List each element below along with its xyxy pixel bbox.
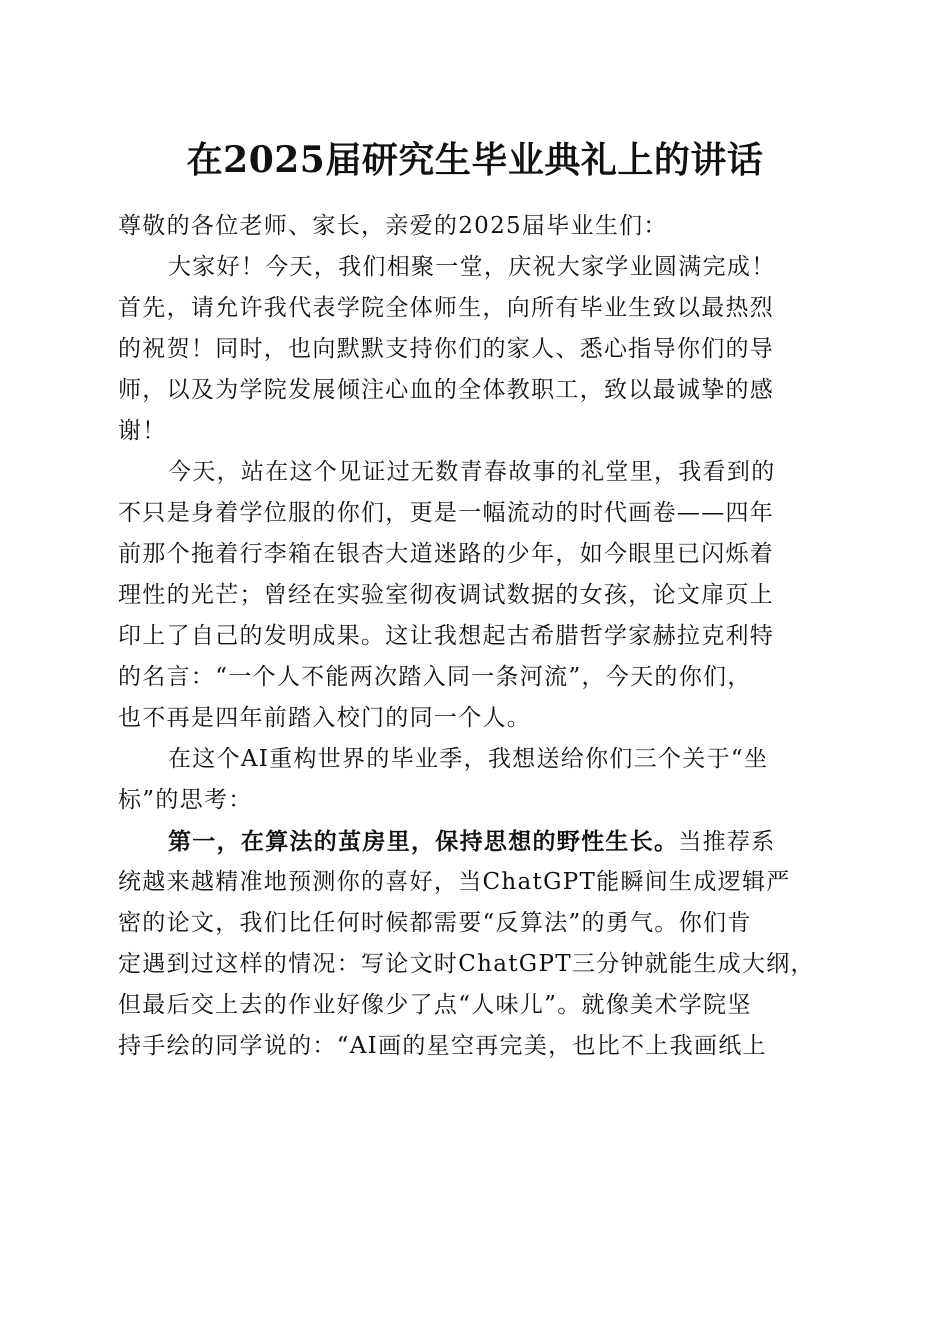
text-line: 定遇到过这样的情况：写论文时ChatGPT三分钟就能生成大纲， — [118, 951, 815, 977]
text-line: 前那个拖着行李箱在银杏大道迷路的少年，如今眼里已闪烁着 — [118, 541, 775, 567]
text-line: 理性的光芒；曾经在实验室彻夜调试数据的女孩，论文扉页上 — [118, 582, 775, 608]
text-line: 首先，请允许我代表学院全体师生，向所有毕业生致以最热烈 — [118, 295, 775, 321]
page-title: 在2025届研究生毕业典礼上的讲话 — [186, 139, 764, 181]
text-line: 今天，站在这个见证过无数青春故事的礼堂里，我看到的 — [168, 459, 776, 485]
document-body — [118, 206, 832, 1067]
text-line: 但最后交上去的作业好像少了点“人味儿”。就像美术学院坚 — [118, 992, 752, 1018]
text-line: 持手绘的同学说的：“AI画的星空再完美，也比不上我画纸上 — [118, 1033, 767, 1059]
paragraph-coordinates-intro — [118, 739, 832, 821]
paragraph-reflection — [118, 452, 832, 739]
text-line: 印上了自己的发明成果。这让我想起古希腊哲学家赫拉克利特 — [118, 623, 775, 649]
paragraph-first-point — [118, 821, 832, 1067]
point-text: 当推荐系 — [678, 829, 776, 855]
text-line: 统越来越精准地预测你的喜好，当ChatGPT能瞬间生成逻辑严 — [118, 869, 791, 895]
salutation: 尊敬的各位老师、家长，亲爱的2025届毕业生们： — [118, 213, 668, 239]
text-line: 师，以及为学院发展倾注心血的全体教职工，致以最诚挚的感 — [118, 377, 775, 403]
text-line: 标”的思考： — [118, 787, 253, 813]
text-line — [118, 821, 832, 862]
text-line: 密的论文，我们比任何时候都需要“反算法”的勇气。你们肯 — [118, 910, 752, 936]
text-line: 大家好！今天，我们相聚一堂，庆祝大家学业圆满完成！ — [168, 254, 776, 280]
text-line: 也不再是四年前踏入校门的同一个人。 — [118, 705, 532, 731]
point-heading: 第一，在算法的茧房里，保持思想的野性生长。 — [168, 828, 679, 855]
text-line: 的名言：“一个人不能两次踏入同一条河流”，今天的你们， — [118, 664, 752, 690]
text-line: 不只是身着学位服的你们，更是一幅流动的时代画卷——四年 — [118, 500, 775, 526]
text-line: 的祝贺！同时，也向默默支持你们的家人、悉心指导你们的导 — [118, 336, 775, 362]
text-line: 谢！ — [118, 418, 167, 444]
paragraph-greeting — [118, 247, 832, 452]
text-line: 在这个AI重构世界的毕业季，我想送给你们三个关于“坐 — [168, 746, 769, 772]
